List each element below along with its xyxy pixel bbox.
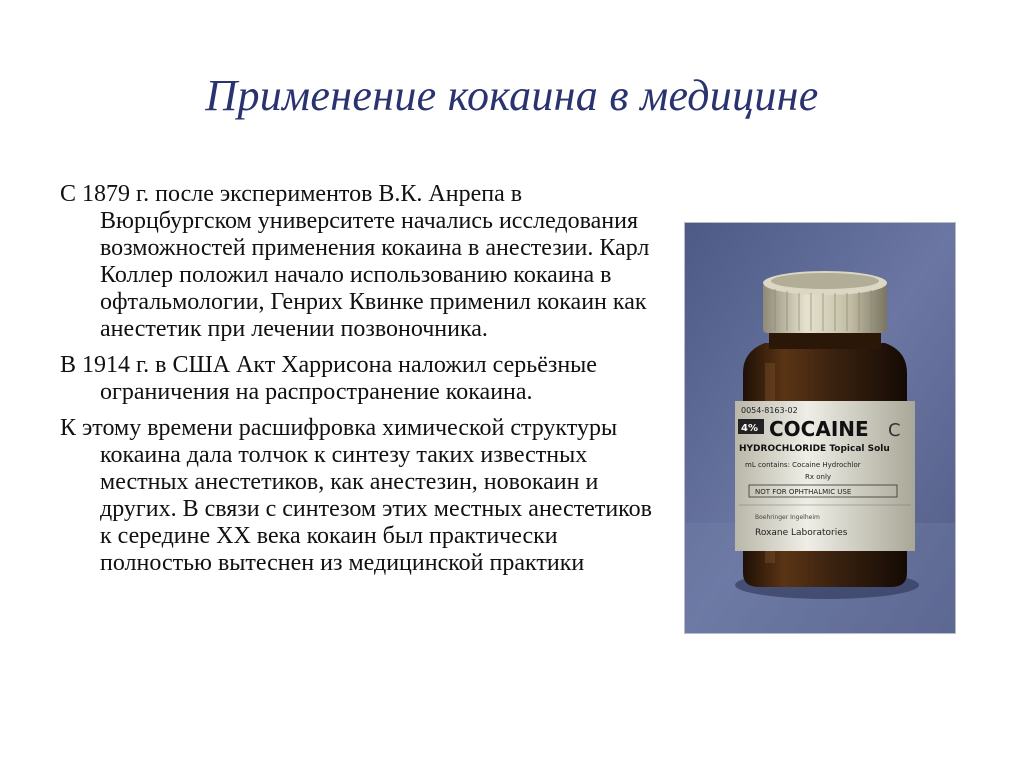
svg-text:Roxane Laboratories: Roxane Laboratories bbox=[755, 528, 848, 538]
svg-text:C: C bbox=[888, 420, 901, 441]
svg-text:0054-8163-02: 0054-8163-02 bbox=[741, 406, 798, 415]
svg-text:mL contains: Cocaine Hydrochlo: mL contains: Cocaine Hydrochlor bbox=[745, 461, 861, 469]
slide-title: Применение кокаина в медицине bbox=[205, 71, 819, 120]
cocaine-bottle-photo bbox=[684, 222, 956, 634]
svg-text:Boehringer Ingelheim: Boehringer Ingelheim bbox=[755, 514, 820, 521]
paragraph-synthesis: К этому времени расшифровка химической структуры кокаина дала толчок к синтезу таких известных местных анестетиков, как анестезин, новокаин и других. В связи с синтезом этих местных анестетиков к середине XX века кокаин был практически полностью вытеснен из медицинской практики bbox=[60, 415, 652, 576]
paragraph-harrison-act: В 1914 г. в США Акт Харрисона наложил серьёзные ограничения на распространение кокаина. bbox=[60, 352, 597, 405]
svg-text:COCAINE: COCAINE bbox=[769, 417, 869, 441]
paragraph-anrep: С 1879 г. после экспериментов В.К. Анрепа в Вюрцбургском университете начались исследования возможностей применения кокаина в анестезии. Карл Коллер положил начало использованию кокаина в офтальмологии, Генрих Квинке применил кокаин как анестетик при лечении позвоночника. bbox=[60, 181, 650, 342]
svg-text:NOT FOR OPHTHALMIC USE: NOT FOR OPHTHALMIC USE bbox=[755, 488, 852, 496]
svg-text:HYDROCHLORIDE Topical Solu: HYDROCHLORIDE Topical Solu bbox=[739, 444, 890, 454]
body-text bbox=[60, 181, 660, 586]
svg-text:Rx only: Rx only bbox=[805, 473, 832, 481]
svg-text:4%: 4% bbox=[741, 423, 758, 434]
